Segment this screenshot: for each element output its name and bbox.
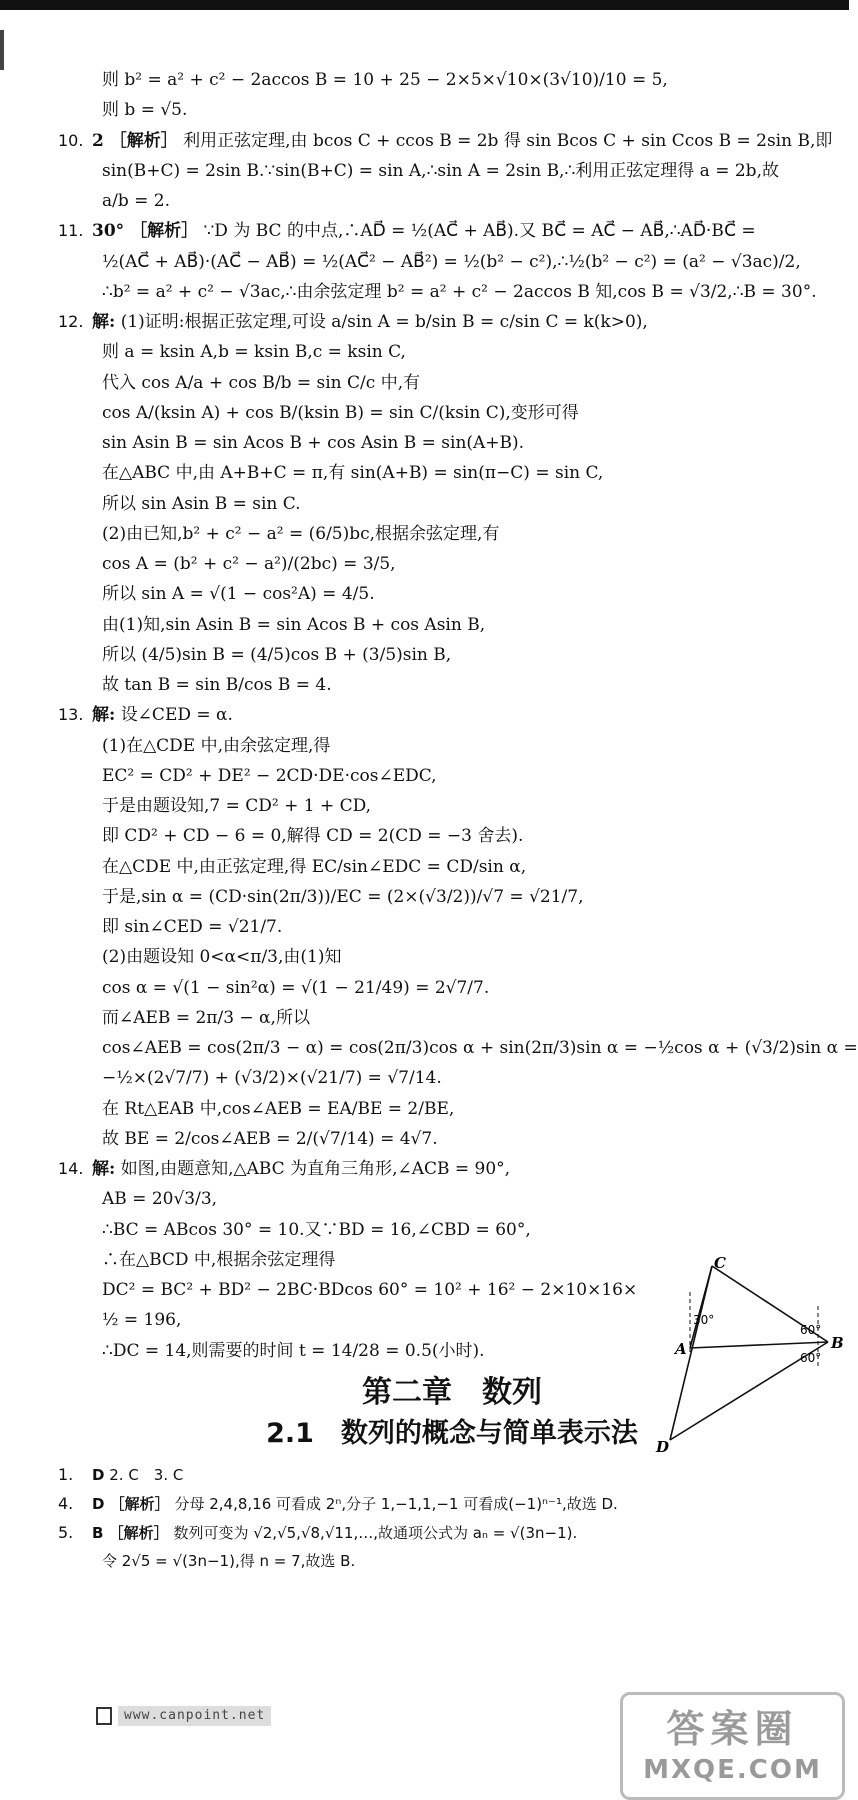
line-text: 所以 sin Asin B = sin C. bbox=[102, 493, 301, 514]
solution-line bbox=[58, 705, 812, 726]
line-text: cos A/(ksin A) + cos B/(ksin B) = sin C/(ksin C),变形可得 bbox=[102, 402, 579, 423]
solution-line bbox=[92, 70, 812, 91]
line-text: 所以 (4/5)sin B = (4/5)cos B + (3/5)sin B, bbox=[102, 644, 452, 665]
line-text: (1)证明:根据正弦定理,可设 a/sin A = b/sin B = c/sin C = k(k>0), bbox=[120, 312, 648, 332]
line-text: 故 BE = 2/cos∠AEB = 2/(√7/14) = 4√7. bbox=[102, 1128, 438, 1149]
line-text: 由(1)知,sin Asin B = sin Acos B + cos Asin B, bbox=[102, 614, 486, 635]
solution-line bbox=[92, 373, 812, 394]
solution-line bbox=[92, 675, 812, 696]
label-a: A bbox=[675, 1340, 687, 1358]
line-text: 则 b² = a² + c² − 2accos B = 10 + 25 − 2×5×√10×(3√10)/10 = 5, bbox=[102, 70, 668, 90]
solution-line bbox=[58, 1159, 812, 1180]
item-number: 4. bbox=[58, 1494, 74, 1513]
chapter-title: 第二章 数列 bbox=[362, 1374, 542, 1410]
watermark bbox=[620, 1692, 845, 1800]
line-text: 2. C 3. C bbox=[109, 1466, 184, 1484]
line-text: ∴DC = 14,则需要的时间 t = 14/28 = 0.5(小时). bbox=[102, 1340, 485, 1361]
answer-tag: D ［解析］ bbox=[92, 1495, 170, 1513]
footer-url: www.canpoint.net bbox=[118, 1706, 271, 1726]
left-margin-mark bbox=[0, 30, 4, 70]
answer-tag: 解: bbox=[92, 1159, 116, 1179]
line-text: 利用正弦定理,由 bcos C + ccos B = 2b 得 sin Bcos C + sin Ccos B = 2sin B,即 bbox=[183, 130, 833, 151]
solution-line bbox=[92, 342, 812, 363]
answer-tag: 解: bbox=[92, 705, 116, 726]
solution-line bbox=[92, 736, 812, 757]
footer bbox=[96, 1706, 271, 1726]
line-text: 于是由题设知,7 = CD² + 1 + CD, bbox=[102, 796, 372, 816]
line-text: 而∠AEB = 2π/3 − α,所以 bbox=[102, 1007, 310, 1028]
watermark-bottom: MXQE.COM bbox=[643, 1754, 822, 1785]
solution-line bbox=[92, 1129, 812, 1150]
item-number: 5. bbox=[58, 1523, 74, 1542]
answer-tag: 30° ［解析］ bbox=[92, 221, 199, 242]
line-text: 即 CD² + CD − 6 = 0,解得 CD = 2(CD = −3 舍去). bbox=[102, 826, 524, 847]
solution-line bbox=[92, 917, 812, 938]
solution-line bbox=[92, 524, 812, 545]
solution-lines bbox=[58, 70, 858, 1362]
line-text: ½ = 196, bbox=[102, 1310, 182, 1331]
solution-line bbox=[92, 1038, 858, 1059]
line-text: sin(B+C) = 2sin B.∵sin(B+C) = sin A,∴sin A = 2sin B,∴利用正弦定理得 a = 2b,故 bbox=[102, 160, 779, 181]
line-text: ½(AC⃗ + AB⃗)·(AC⃗ − AB⃗) = ½(AC⃗² − AB⃗²) = ½(b² − c²),∴½(b² − c²) = (a² − √3ac)/2, bbox=[102, 251, 801, 272]
solution-line bbox=[92, 766, 812, 787]
line-text: DC² = BC² + BD² − 2BC·BDcos 60° = 10² + 16² − 2×10×16× bbox=[102, 1280, 638, 1300]
solution-line bbox=[92, 554, 812, 575]
solution-line bbox=[92, 645, 812, 666]
line-text: −½×(2√7/7) + (√3/2)×(√21/7) = √7/14. bbox=[102, 1068, 442, 1089]
angle-30-label: 30° bbox=[693, 1313, 715, 1327]
item-number: 14. bbox=[58, 1159, 84, 1178]
line-text: 如图,由题意知,△ABC 为直角三角形,∠ACB = 90°, bbox=[120, 1159, 511, 1179]
line-text: ∴BC = ABcos 30° = 10.又∵BD = 16,∠CBD = 60°, bbox=[102, 1219, 531, 1240]
solution-line bbox=[58, 221, 812, 242]
line-text: 在△CDE 中,由正弦定理,得 EC/sin∠EDC = CD/sin α, bbox=[102, 856, 527, 877]
solution-line bbox=[58, 312, 812, 333]
answer-line bbox=[58, 1494, 812, 1514]
solution-line bbox=[92, 1008, 812, 1029]
solution-line bbox=[92, 1189, 812, 1210]
line-text: cos A = (b² + c² − a²)/(2bc) = 3/5, bbox=[102, 554, 396, 574]
solution-line bbox=[92, 584, 812, 605]
solution-line bbox=[92, 191, 812, 212]
solution-line bbox=[92, 857, 812, 878]
solution-line bbox=[92, 463, 812, 484]
line-text: 设∠CED = α. bbox=[120, 705, 233, 726]
answer-tag: D bbox=[92, 1466, 105, 1484]
solution-line bbox=[92, 1099, 812, 1120]
label-b: B bbox=[831, 1334, 844, 1352]
answer-line bbox=[58, 1523, 812, 1543]
line-text: (2)由题设知 0<α<π/3,由(1)知 bbox=[102, 947, 342, 968]
solution-line bbox=[92, 403, 812, 424]
item-number: 11. bbox=[58, 221, 84, 241]
line-text: 在△ABC 中,由 A+B+C = π,有 sin(A+B) = sin(π−C) = sin C, bbox=[102, 463, 604, 484]
line-text: ∵D 为 BC 的中点,∴AD⃗ = ½(AC⃗ + AB⃗).又 BC⃗ = AC⃗ − AB⃗,∴AD⃗·BC⃗ = bbox=[203, 221, 756, 242]
solution-line bbox=[92, 252, 812, 273]
answer-line bbox=[92, 1552, 812, 1571]
line-text: (2)由已知,b² + c² − a² = (6/5)bc,根据余弦定理,有 bbox=[102, 523, 500, 544]
angle-60-bottom-label: 60° bbox=[800, 1351, 822, 1365]
line-text: 在 Rt△EAB 中,cos∠AEB = EA/BE = 2/BE, bbox=[102, 1098, 455, 1119]
solution-line bbox=[92, 1220, 812, 1241]
line-text: sin Asin B = sin Acos B + cos Asin B = sin(A+B). bbox=[102, 433, 525, 453]
solution-line bbox=[58, 130, 833, 152]
label-d: D bbox=[656, 1438, 670, 1456]
solution-line bbox=[92, 494, 812, 515]
line-text: ∴b² = a² + c² − √3ac,∴由余弦定理 b² = a² + c² − 2accos B 知,cos B = √3/2,∴B = 30°. bbox=[102, 281, 817, 302]
solution-line bbox=[92, 615, 812, 636]
angle-60-top-label: 60° bbox=[800, 1323, 822, 1337]
item-number: 12. bbox=[58, 312, 84, 331]
section-title: 2.1 数列的概念与简单表示法 bbox=[266, 1418, 638, 1450]
answer-line bbox=[58, 1465, 812, 1485]
solution-line bbox=[92, 978, 812, 999]
line-text: (1)在△CDE 中,由余弦定理,得 bbox=[102, 735, 331, 756]
solution-line bbox=[92, 947, 812, 968]
answer-tag: B ［解析］ bbox=[92, 1524, 169, 1542]
line-text: 故 tan B = sin B/cos B = 4. bbox=[102, 675, 332, 695]
line-text: ∴在△BCD 中,根据余弦定理得 bbox=[102, 1249, 336, 1270]
solution-line bbox=[92, 1068, 812, 1089]
line-text: AB = 20√3/3, bbox=[102, 1189, 218, 1210]
solution-line bbox=[92, 100, 812, 121]
top-border bbox=[0, 0, 849, 10]
solution-line bbox=[92, 826, 812, 847]
solution-line bbox=[92, 887, 812, 908]
line-ab bbox=[690, 1342, 828, 1348]
line-text: 代入 cos A/a + cos B/b = sin C/c 中,有 bbox=[102, 372, 421, 393]
item-number: 1. bbox=[58, 1465, 74, 1484]
line-text: 所以 sin A = √(1 − cos²A) = 4/5. bbox=[102, 584, 375, 605]
line-text: cos∠AEB = cos(2π/3 − α) = cos(2π/3)cos α + sin(2π/3)sin α = −½cos α + (√3/2)sin α = bbox=[102, 1038, 858, 1058]
line-text: 即 sin∠CED = √21/7. bbox=[102, 917, 283, 937]
answer-tag: 2 ［解析］ bbox=[92, 130, 178, 151]
line-text: 则 a = ksin A,b = ksin B,c = ksin C, bbox=[102, 342, 406, 363]
solution-line bbox=[92, 281, 817, 303]
triangle-figure bbox=[640, 1254, 844, 1462]
line-text: 则 b = √5. bbox=[102, 100, 188, 121]
line-text: EC² = CD² + DE² − 2CD·DE·cos∠EDC, bbox=[102, 765, 437, 786]
line-text: 分母 2,4,8,16 可看成 2ⁿ,分子 1,−1,1,−1 可看成(−1)ⁿ⁻¹,故选 D. bbox=[174, 1495, 618, 1513]
line-text: 数列可变为 √2,√5,√8,√11,…,故通项公式为 aₙ = √(3n−1). bbox=[173, 1524, 578, 1542]
line-text: a/b = 2. bbox=[102, 191, 171, 211]
answer-lines bbox=[58, 1465, 812, 1571]
solution-line bbox=[92, 796, 812, 817]
line-text: 于是,sin α = (CD·sin(2π/3))/EC = (2×(√3/2))/√7 = √21/7, bbox=[102, 886, 584, 907]
solution-line bbox=[92, 433, 812, 454]
line-text: 令 2√5 = √(3n−1),得 n = 7,故选 B. bbox=[102, 1552, 356, 1570]
label-c: C bbox=[714, 1254, 726, 1272]
item-number: 10. bbox=[58, 130, 84, 150]
line-text: cos α = √(1 − sin²α) = √(1 − 21/49) = 2√7/7. bbox=[102, 977, 490, 998]
watermark-top: 答案圈 bbox=[666, 1707, 799, 1751]
answer-tag: 解: bbox=[92, 312, 116, 332]
book-icon bbox=[96, 1707, 112, 1725]
solution-line bbox=[92, 161, 812, 182]
item-number: 13. bbox=[58, 705, 84, 725]
